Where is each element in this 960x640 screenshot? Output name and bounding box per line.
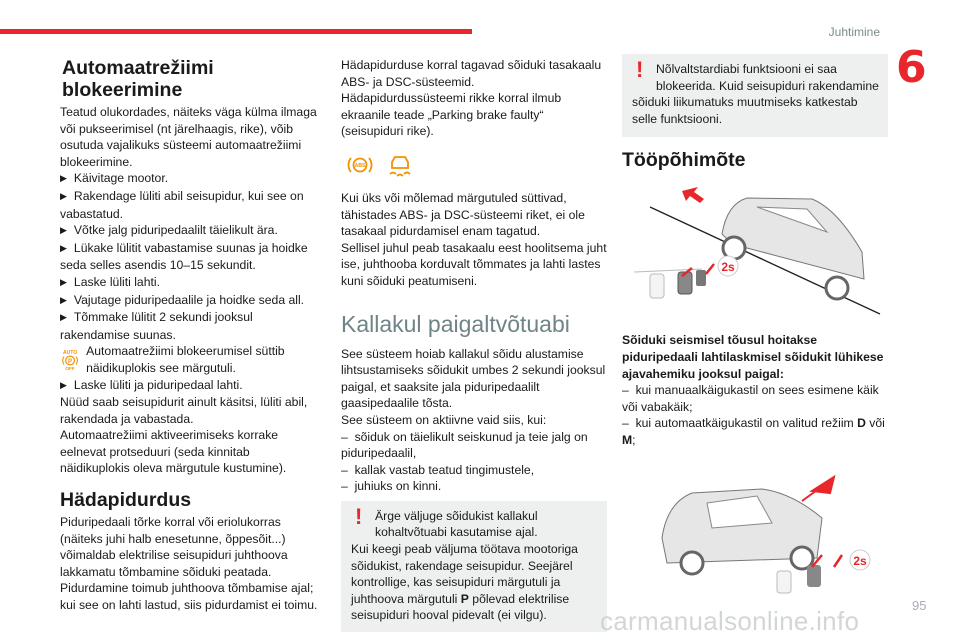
auto-p-off-indicator-note xyxy=(60,343,322,376)
gear-m: M xyxy=(622,432,633,447)
warning-note xyxy=(622,54,888,137)
note-body xyxy=(351,541,599,624)
column-1 xyxy=(60,57,322,614)
paragraph: Piduripedaali tõrke korral või eriolukorras (näiteks juhi halb enesetunne, õppesõit...) võimaldab elektrilise seisupiduri juhthoova lakkamatu tõmbamine sõiduki peatada. xyxy=(60,515,288,579)
condition-text: kui automaatkäigukastil on valitud režiim xyxy=(635,416,858,431)
section-title-operation: Tööpõhimõte xyxy=(622,149,746,172)
step: ▶ Lükake lülitit vabastamise suunas ja hoidke seda selles asendis 10–15 sekundit. xyxy=(60,240,322,274)
gear-d: D xyxy=(857,416,866,431)
step: ▶ Rakendage lüliti abil seisupidur, kui see on vabastatud. xyxy=(60,188,322,222)
condition-item: – juhiuks on kinni. xyxy=(341,479,442,494)
auto-label: AUTO xyxy=(63,350,78,357)
condition-text: juhiuks on kinni. xyxy=(354,479,442,494)
chapter-number: 6 xyxy=(896,42,927,93)
paragraph: Pidurdamine toimub juhthoova tõmbamise ajal; kui see on lahti lastud, siis pidurdamist ei toimu. xyxy=(60,581,318,613)
column-3 xyxy=(622,57,888,603)
warning-icons xyxy=(347,154,607,180)
condition-text: kui manuaalkäigukastil on sees esimene käik või vabakäik; xyxy=(622,383,879,414)
condition-item: – kui manuaalkäigukastil on sees esimene käik või vabakäik; xyxy=(622,383,879,414)
auto-p-off-icon xyxy=(60,343,80,376)
step: ▶ Laske lüliti lahti. xyxy=(60,274,322,292)
paragraph: Hädapidurduse korral tagavad sõiduki tasakaalu ABS- ja DSC-süsteemid. xyxy=(341,58,602,89)
condition-item: – kui automaatkäigukastil on valitud režiim D või M; xyxy=(622,416,885,447)
note-text: Nõlvaltstardiabi funktsiooni ei saa blokeerida. Kuid seisupiduri rakendamine sõiduki liikumatuks muutmiseks katkestab selle funktsiooni. xyxy=(632,62,879,126)
watermark: carmanualsonline.info xyxy=(600,606,860,636)
condition-text: kallak vastab teatud tingimustele, xyxy=(354,462,535,477)
note-text: Kui keegi peab väljuma töötava mootoriga sõidukist, rakendage seisupidur. Seejärel kontrollige, kas seisupiduri märgutuli ja juhthoova märgutuli xyxy=(351,542,578,606)
note-first: Ärge väljuge sõidukist kallakul kohaltvõtuabi kasutamise ajal. xyxy=(375,508,538,540)
abs-label: ABS xyxy=(354,162,366,169)
step: ▶ Laske lüliti ja piduripedaal lahti. xyxy=(60,377,322,395)
paragraph: See süsteem on aktiivne vaid siis, kui: xyxy=(341,412,547,427)
indicator-text: Automaatrežiimi blokeerumisel süttib näidikuplokis see märgutuli. xyxy=(86,344,285,375)
paragraph: Automaatrežiimi aktiveerimiseks korrake eelnevat protseduuri (seda kinnitab näidikuplokis oleva märgutule kustumine). xyxy=(60,428,287,476)
exclamation-icon: ! xyxy=(355,503,363,529)
condition-text: või xyxy=(865,416,885,431)
paragraph: Nüüd saab seisupidurit ainult käsitsi, lüliti abil, rakendada ja vabastada. xyxy=(60,395,308,426)
paragraph: Teatud olukordades, näiteks väga külma ilmaga või pukseerimisel (nt järelhaagis, rike), võib osutuda vajalikuks süsteemi automaatrežiimi blokeerimine. xyxy=(60,105,317,169)
page-number: 95 xyxy=(912,598,927,613)
bold-intro: Sõiduki seismisel tõusul hoitakse piduripedaali lahtilaskmisel sõidukit lühikese ajavahemiku jooksul paigal: xyxy=(622,333,884,381)
off-label: OFF xyxy=(65,366,75,372)
dsc-warning-icon xyxy=(387,154,413,180)
section-title-emergency-braking: Hädapidurdus xyxy=(60,489,192,512)
condition-item: – kallak vastab teatud tingimustele, xyxy=(341,462,535,477)
uphill-car-illustration xyxy=(622,174,888,324)
warning-note xyxy=(341,501,607,632)
chapter-title: Juhtimine xyxy=(828,25,880,39)
step: ▶ Vajutage piduripedaalile ja hoidke seda all. xyxy=(60,292,322,310)
condition-text: sõiduk on täielikult seiskunud ja teie jalg on piduripedaalil, xyxy=(341,429,588,461)
paragraph: Hädapidurdussüsteemi rikke korral ilmub ekraanile teade „Parking brake faulty“ (seisupiduri rike). xyxy=(341,91,562,139)
section-title-auto-mode: Automaatrežiimi blokeerimine xyxy=(62,57,214,101)
condition-text: ; xyxy=(632,432,636,447)
p-label: P xyxy=(68,359,73,366)
column-2 xyxy=(341,57,607,632)
note-text: põlevad elektrilise seisupiduri hooval pidevalt (ei vilgu). xyxy=(351,591,570,623)
step: ▶ Võtke jalg piduripedaalilt täielikult ära. xyxy=(60,222,322,240)
abs-warning-icon xyxy=(347,154,373,176)
section-title-hill-start-assist: Kallakul paigaltvõtuabi xyxy=(341,310,570,337)
step: ▶ Käivitage mootor. xyxy=(60,170,322,188)
paragraph: Kui üks või mõlemad märgutuled süttivad, tähistades ABS- ja DSC-süsteemi riket, ei ole tasakaal pidurdamisel enam tagatud. xyxy=(341,190,585,239)
paragraph: Sellisel juhul peab tasakaalu eest hoolitsema juht ise, juhthooba korduvalt tõmmates ja lahti lastes kuni sõiduki peatumiseni. xyxy=(341,240,607,288)
downhill-release-illustration xyxy=(622,463,888,603)
exclamation-icon: ! xyxy=(636,57,644,82)
condition-item: – sõiduk on täielikult seiskunud ja teie jalg on piduripedaalil, xyxy=(341,429,588,461)
timer-label: 2s xyxy=(721,260,735,275)
chapter-bar xyxy=(0,29,472,34)
paragraph: See süsteem hoiab kallakul sõidu alustamise lihtsustamiseks sõidukit umbes 2 sekundi jooksul paigal, et saaksite jala piduripedaalilt gaasipedaalile tõsta. xyxy=(341,346,606,411)
note-bold: P xyxy=(460,591,469,606)
step: ▶ Tõmmake lülitit 2 sekundi jooksul rakendamise suunas. xyxy=(60,309,322,343)
timer-label: 2s xyxy=(853,553,867,568)
